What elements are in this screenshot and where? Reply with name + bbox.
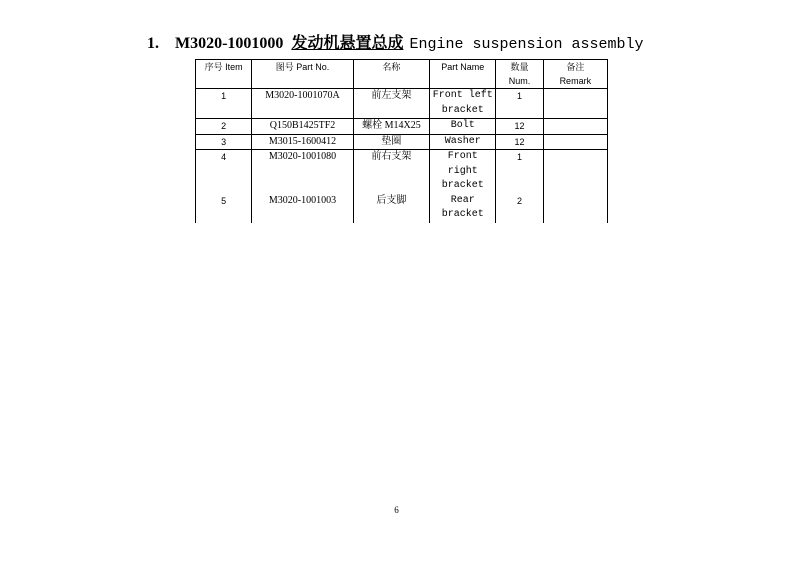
cell-item: 4 [196, 150, 252, 194]
table-row [196, 194, 608, 223]
cell-item: 5 [196, 194, 252, 223]
cell-name-cn: 前左支架 [353, 89, 429, 119]
cell-item: 1 [196, 89, 252, 119]
cell-num: 2 [496, 194, 543, 223]
cell-num: 12 [496, 119, 543, 135]
section-heading [147, 34, 644, 55]
table-header-row [196, 60, 608, 89]
page-number: 6 [394, 505, 399, 515]
cell-item: 2 [196, 119, 252, 135]
cell-remark [543, 150, 607, 194]
cell-item: 3 [196, 134, 252, 150]
cell-remark [543, 134, 607, 150]
cell-remark [543, 89, 607, 119]
cell-num: 12 [496, 134, 543, 150]
header-name-cn: 名称 [353, 60, 429, 89]
cell-part-no: M3020-1001080 [252, 150, 353, 194]
cell-part-name: Bolt [430, 119, 496, 135]
cell-name-cn: 后支脚 [353, 194, 429, 223]
cell-part-name: Washer [430, 134, 496, 150]
cell-part-no: M3015-1600412 [252, 134, 353, 150]
header-remark: 备注 Remark [543, 60, 607, 89]
cell-part-name: Front right bracket [430, 150, 496, 194]
cell-num: 1 [496, 150, 543, 194]
table-row [196, 89, 608, 119]
parts-table [195, 59, 608, 223]
assembly-title-en: Engine suspension assembly [409, 36, 644, 53]
assembly-title-cn: 发动机悬置总成 [291, 35, 404, 52]
cell-name-cn: 螺栓 M14X25 [353, 119, 429, 135]
cell-part-name: Front left bracket [430, 89, 496, 119]
cell-num: 1 [496, 89, 543, 119]
cell-part-no: M3020-1001003 [252, 194, 353, 223]
cell-part-name: Rear bracket [430, 194, 496, 223]
header-part-name: Part Name [430, 60, 496, 89]
table-row [196, 150, 608, 194]
header-part-no: 图号 Part No. [252, 60, 353, 89]
cell-name-cn: 前右支架 [353, 150, 429, 194]
header-num: 数量 Num. [496, 60, 543, 89]
table-row [196, 119, 608, 135]
cell-part-no: Q150B1425TF2 [252, 119, 353, 135]
header-item: 序号 Item [196, 60, 252, 89]
assembly-code: M3020-1001000 [175, 35, 284, 52]
cell-remark [543, 194, 607, 223]
table-row [196, 134, 608, 150]
cell-remark [543, 119, 607, 135]
cell-part-no: M3020-1001070A [252, 89, 353, 119]
cell-name-cn: 垫圈 [353, 134, 429, 150]
section-number: 1. [147, 35, 159, 52]
